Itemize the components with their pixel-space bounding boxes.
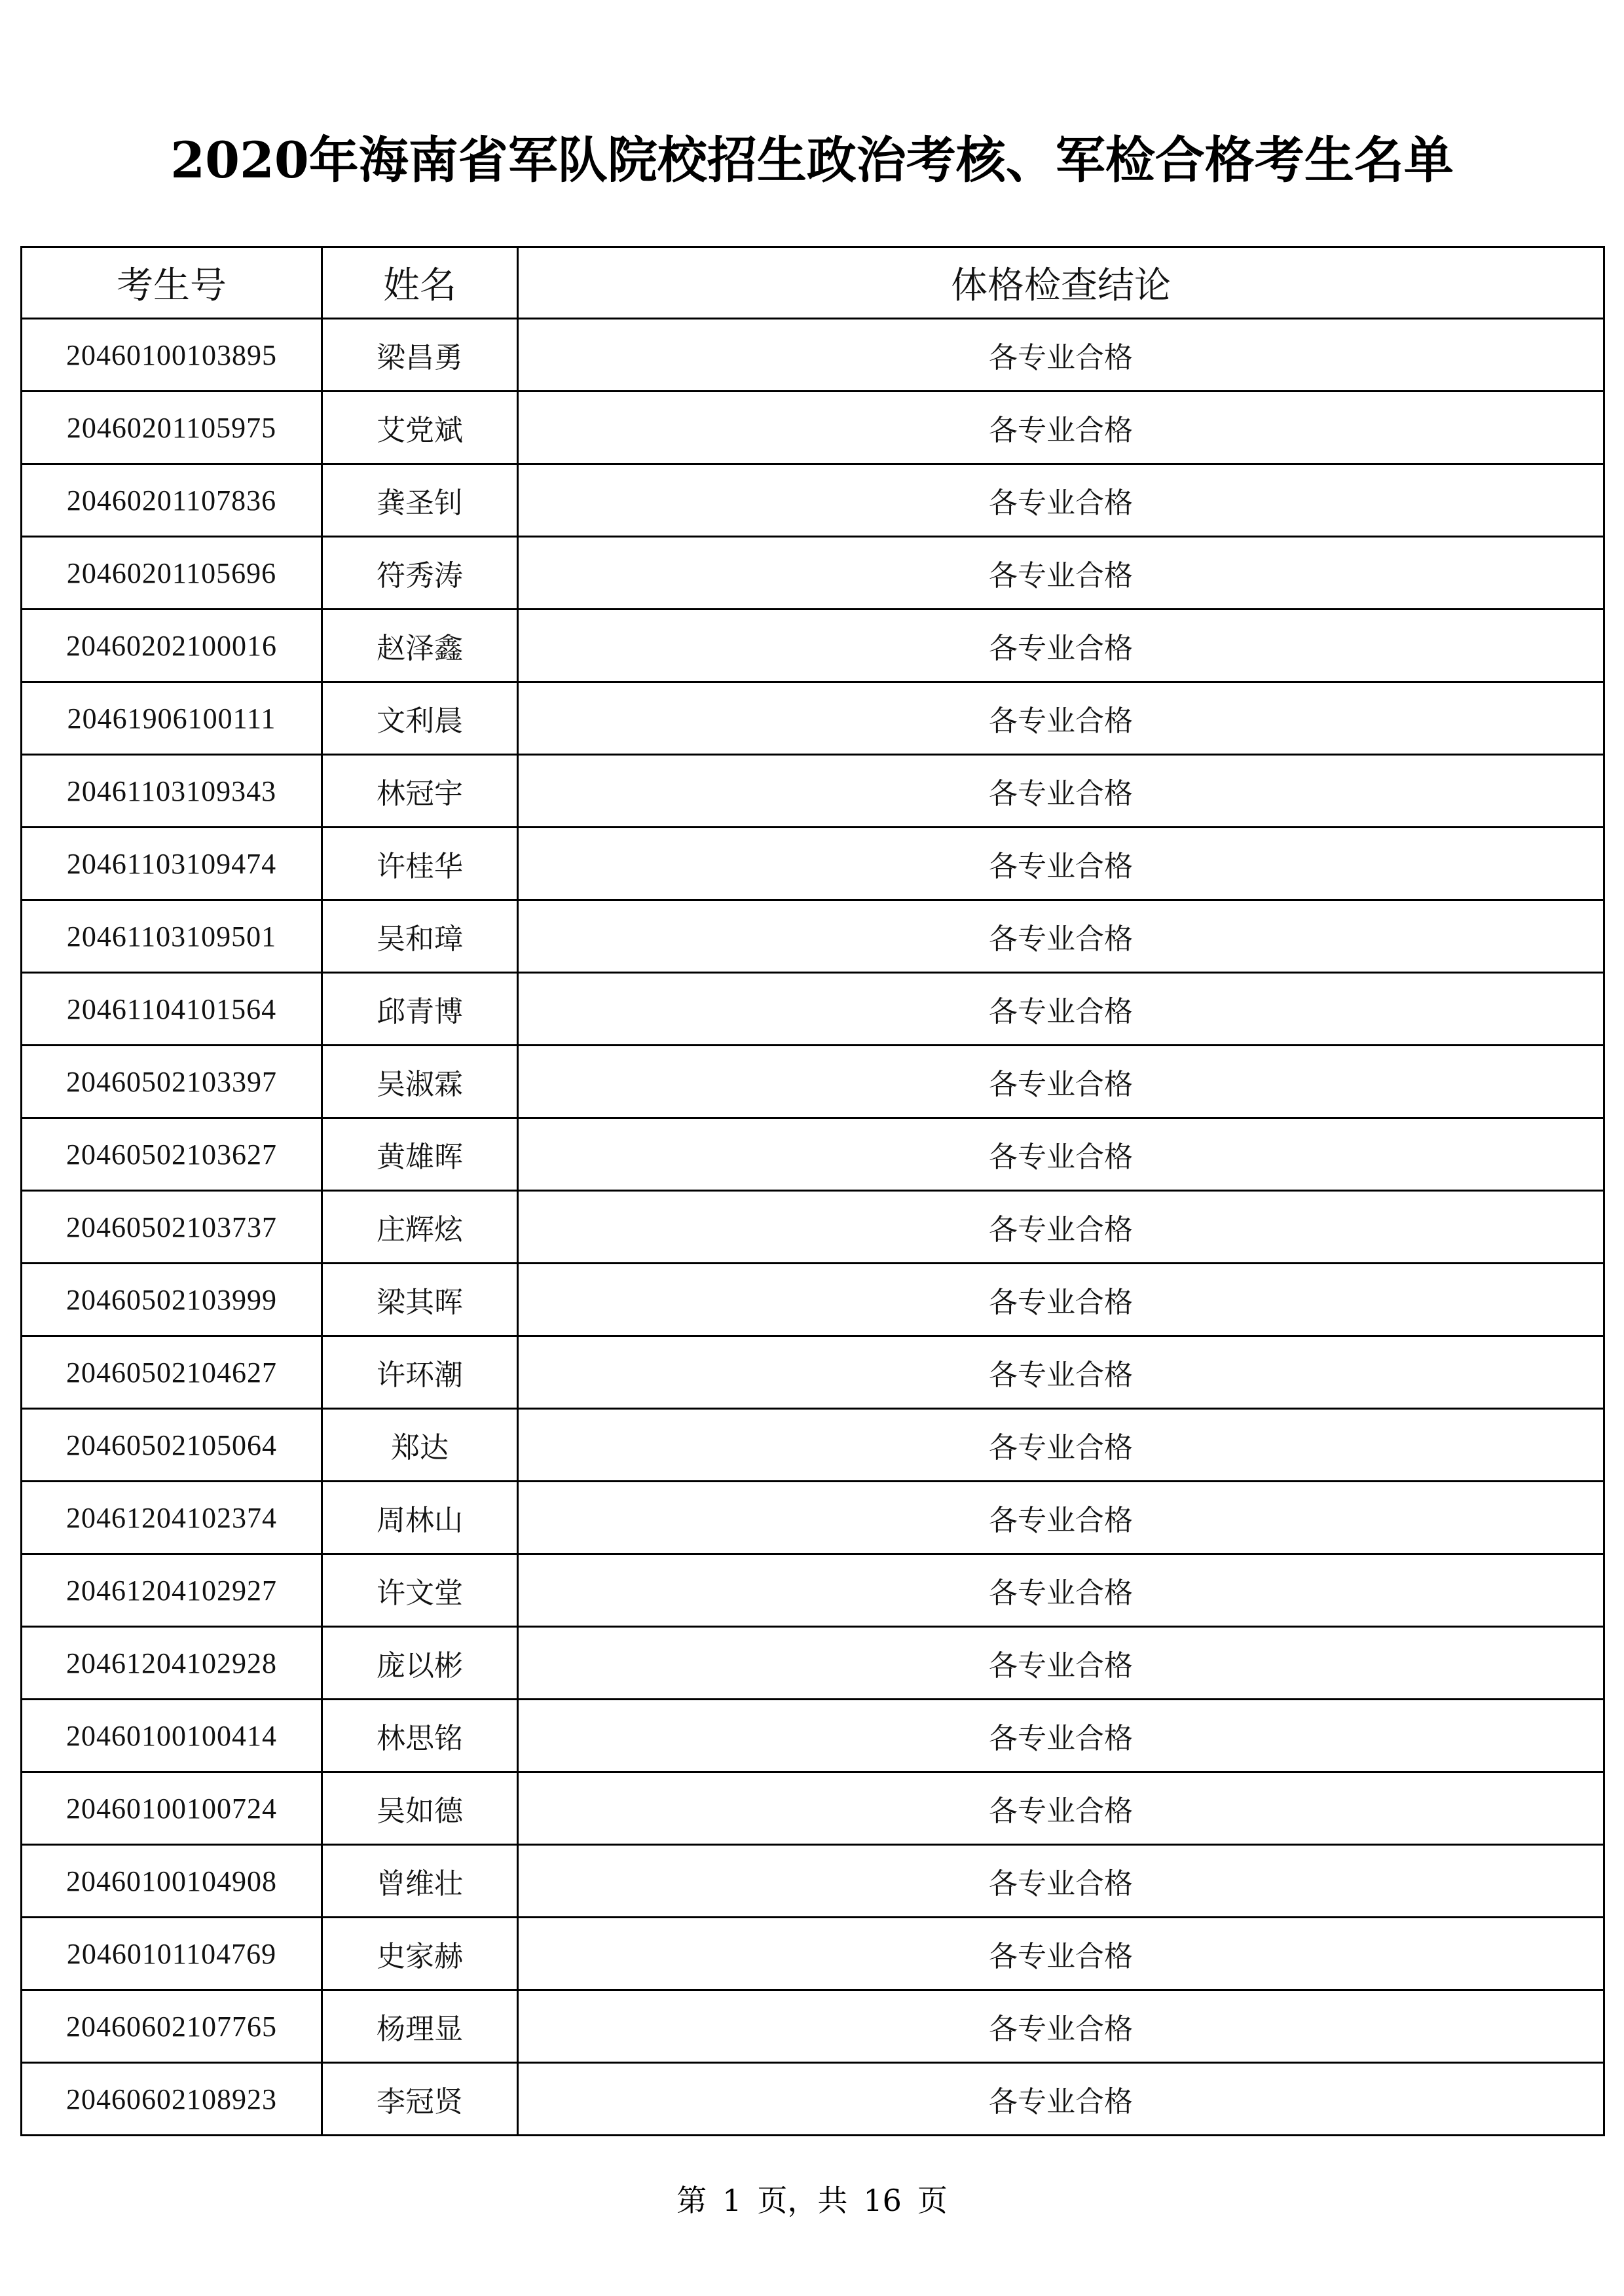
table-header	[22, 247, 1604, 319]
candidate-id-cell: 20460201105696	[22, 537, 322, 610]
candidate-id-cell: 20460100100724	[22, 1772, 322, 1845]
table-row	[22, 973, 1604, 1046]
table-row	[22, 1990, 1604, 2063]
candidate-name-cell: 李冠贤	[322, 2063, 518, 2136]
column-header-exam-result: 体格检查结论	[518, 247, 1604, 319]
candidate-id-cell: 20460201105975	[22, 392, 322, 464]
candidate-id-cell: 20461103109343	[22, 755, 322, 828]
candidate-name-cell: 梁其晖	[322, 1264, 518, 1336]
exam-result-cell: 各专业合格	[518, 610, 1604, 682]
candidate-name-cell: 庄辉炫	[322, 1191, 518, 1264]
candidate-name-cell: 赵泽鑫	[322, 610, 518, 682]
candidate-id-cell: 20460100104908	[22, 1845, 322, 1918]
page-number: 1	[722, 2183, 742, 2218]
candidate-name-cell: 吴如德	[322, 1772, 518, 1845]
candidate-name-cell: 符秀涛	[322, 537, 518, 610]
table-row	[22, 1482, 1604, 1554]
table-row	[22, 464, 1604, 537]
exam-result-cell: 各专业合格	[518, 1627, 1604, 1700]
exam-result-cell: 各专业合格	[518, 464, 1604, 537]
candidate-name-cell: 曾维壮	[322, 1845, 518, 1918]
candidate-name-cell: 史家赫	[322, 1918, 518, 1990]
candidate-id-cell: 20461906100111	[22, 682, 322, 755]
exam-result-cell: 各专业合格	[518, 682, 1604, 755]
table-row	[22, 319, 1604, 392]
exam-result-cell: 各专业合格	[518, 2063, 1604, 2136]
exam-result-cell: 各专业合格	[518, 537, 1604, 610]
exam-result-cell: 各专业合格	[518, 1918, 1604, 1990]
candidate-id-cell: 20461204102927	[22, 1554, 322, 1627]
candidate-id-cell: 20461103109501	[22, 900, 322, 973]
table-row	[22, 755, 1604, 828]
page-prefix: 第	[676, 2183, 707, 2218]
candidate-table	[20, 246, 1605, 2136]
candidate-name-cell: 许环潮	[322, 1336, 518, 1409]
candidate-name-cell: 周林山	[322, 1482, 518, 1554]
candidate-name-cell: 许文堂	[322, 1554, 518, 1627]
page-suffix: 页	[917, 2183, 948, 2218]
candidate-id-cell: 20460502103737	[22, 1191, 322, 1264]
candidate-name-cell: 林冠宇	[322, 755, 518, 828]
table-row	[22, 1700, 1604, 1772]
candidate-name-cell: 杨理显	[322, 1990, 518, 2063]
candidate-id-cell: 20460602107765	[22, 1990, 322, 2063]
exam-result-cell: 各专业合格	[518, 1336, 1604, 1409]
table-row	[22, 1191, 1604, 1264]
page-middle: 页，共	[757, 2183, 848, 2218]
table-row	[22, 1409, 1604, 1482]
exam-result-cell: 各专业合格	[518, 1409, 1604, 1482]
candidate-name-cell: 林思铭	[322, 1700, 518, 1772]
table-row	[22, 1627, 1604, 1700]
header-row	[22, 247, 1604, 319]
candidate-id-cell: 20461104101564	[22, 973, 322, 1046]
column-header-candidate-id: 考生号	[22, 247, 322, 319]
table-row	[22, 610, 1604, 682]
table-row	[22, 537, 1604, 610]
candidate-id-cell: 20460502103999	[22, 1264, 322, 1336]
exam-result-cell: 各专业合格	[518, 1046, 1604, 1118]
exam-result-cell: 各专业合格	[518, 1118, 1604, 1191]
exam-result-cell: 各专业合格	[518, 900, 1604, 973]
candidate-id-cell: 20460100103895	[22, 319, 322, 392]
candidate-id-cell: 20460201107836	[22, 464, 322, 537]
exam-result-cell: 各专业合格	[518, 1990, 1604, 2063]
page-footer	[0, 2177, 1624, 2220]
candidate-name-cell: 许桂华	[322, 828, 518, 900]
table-row	[22, 1772, 1604, 1845]
table-row	[22, 392, 1604, 464]
candidate-id-cell: 20460101104769	[22, 1918, 322, 1990]
exam-result-cell: 各专业合格	[518, 1554, 1604, 1627]
table-row	[22, 900, 1604, 973]
candidate-name-cell: 吴淑霖	[322, 1046, 518, 1118]
table-row	[22, 1118, 1604, 1191]
candidate-id-cell: 20460502105064	[22, 1409, 322, 1482]
table-row	[22, 682, 1604, 755]
table-row	[22, 1046, 1604, 1118]
exam-result-cell: 各专业合格	[518, 1264, 1604, 1336]
exam-result-cell: 各专业合格	[518, 1191, 1604, 1264]
candidate-id-cell: 20460602108923	[22, 2063, 322, 2136]
candidate-name-cell: 艾党斌	[322, 392, 518, 464]
document-title: 2020年海南省军队院校招生政治考核、军检合格考生名单	[170, 131, 1454, 189]
exam-result-cell: 各专业合格	[518, 1772, 1604, 1845]
candidate-id-cell: 20461204102928	[22, 1627, 322, 1700]
exam-result-cell: 各专业合格	[518, 319, 1604, 392]
table-row	[22, 1845, 1604, 1918]
exam-result-cell: 各专业合格	[518, 1845, 1604, 1918]
page-total: 16	[863, 2183, 902, 2218]
candidate-name-cell: 龚圣钊	[322, 464, 518, 537]
candidate-name-cell: 文利晨	[322, 682, 518, 755]
candidate-id-cell: 20460502103627	[22, 1118, 322, 1191]
table-body	[22, 319, 1604, 2136]
exam-result-cell: 各专业合格	[518, 392, 1604, 464]
table-row	[22, 1336, 1604, 1409]
exam-result-cell: 各专业合格	[518, 1700, 1604, 1772]
exam-result-cell: 各专业合格	[518, 1482, 1604, 1554]
table-row	[22, 1554, 1604, 1627]
table-row	[22, 1918, 1604, 1990]
column-header-name: 姓名	[322, 247, 518, 319]
candidate-name-cell: 梁昌勇	[322, 319, 518, 392]
candidate-name-cell: 庞以彬	[322, 1627, 518, 1700]
exam-result-cell: 各专业合格	[518, 828, 1604, 900]
candidate-name-cell: 邱青博	[322, 973, 518, 1046]
candidate-name-cell: 吴和璋	[322, 900, 518, 973]
candidate-id-cell: 20460502103397	[22, 1046, 322, 1118]
candidate-id-cell: 20460100100414	[22, 1700, 322, 1772]
candidate-name-cell: 郑达	[322, 1409, 518, 1482]
table-row	[22, 1264, 1604, 1336]
table-row	[22, 828, 1604, 900]
exam-result-cell: 各专业合格	[518, 755, 1604, 828]
exam-result-cell: 各专业合格	[518, 973, 1604, 1046]
table-row	[22, 2063, 1604, 2136]
candidate-id-cell: 20460502104627	[22, 1336, 322, 1409]
candidate-id-cell: 20461103109474	[22, 828, 322, 900]
candidate-id-cell: 20461204102374	[22, 1482, 322, 1554]
candidate-id-cell: 20460202100016	[22, 610, 322, 682]
candidate-name-cell: 黄雄晖	[322, 1118, 518, 1191]
